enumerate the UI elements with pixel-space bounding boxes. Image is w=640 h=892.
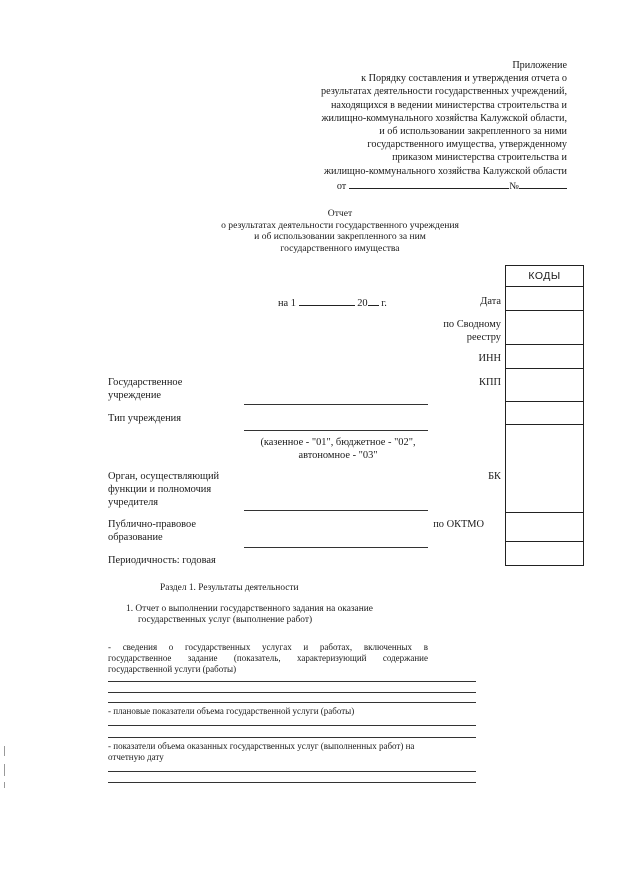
scan-mark: [4, 746, 5, 756]
bullet1-line[interactable]: [108, 702, 476, 703]
label-line: функции и полномочия: [108, 484, 212, 495]
appendix-line: находящихся в ведении министерства строительства и: [330, 99, 567, 111]
section1-item1: [126, 604, 373, 626]
scan-mark: [4, 764, 5, 776]
date-suffix: г.: [381, 298, 387, 309]
periodicity-label: Периодичность: годовая: [108, 555, 216, 566]
section1-bullet3: [108, 741, 414, 763]
label-line: Публично-правовое: [108, 519, 196, 530]
code-cell-periodicity[interactable]: [506, 541, 583, 565]
bullet2-line[interactable]: [108, 737, 476, 738]
section1-heading: Раздел 1. Результаты деятельности: [160, 583, 299, 593]
label-bk: БК: [488, 471, 501, 482]
appendix-line: результатах деятельности государственных учреждений,: [320, 86, 567, 98]
year-blank[interactable]: [368, 295, 379, 306]
institution-field-line[interactable]: [244, 404, 428, 405]
appendix-line: приказом министерства строительства и: [392, 152, 567, 164]
label-line: учреждение: [108, 390, 162, 401]
label-line: Орган, осуществляющий: [108, 471, 220, 482]
bullet-line: - сведения о государственных услугах и работах, включенных в: [108, 642, 428, 652]
item-line: 1. Отчет о выполнении государственного задания на оказание: [126, 604, 373, 614]
bullet2-line[interactable]: [108, 725, 476, 726]
number-blank[interactable]: [519, 178, 567, 189]
code-cell-inn[interactable]: [506, 344, 583, 368]
section1-bullet1: [108, 642, 428, 676]
title-line: о результатах деятельности государственного учреждения: [221, 219, 459, 231]
appendix-block: [321, 59, 567, 193]
report-title: [195, 208, 485, 254]
scan-mark: [4, 782, 5, 788]
appendix-line: Приложение: [512, 60, 567, 71]
appendix-line: жилищно-коммунального хозяйства Калужской области,: [321, 112, 567, 124]
number-label: №: [509, 180, 519, 192]
founder-label: [108, 470, 219, 509]
title-line: и об использовании закрепленного за ним: [254, 231, 426, 243]
year-prefix: 20: [357, 298, 368, 309]
item-line: государственных услуг (выполнение работ): [138, 615, 313, 626]
bullet-line: государственной услуги (работы): [108, 664, 237, 675]
public-entity-field-line[interactable]: [244, 547, 428, 548]
label-kpp: КПП: [479, 377, 501, 388]
appendix-line: и об использовании закрепленного за ними: [379, 126, 567, 138]
public-entity-label: [108, 518, 196, 544]
bullet-line: отчетную дату: [108, 752, 164, 763]
appendix-date-number: [321, 178, 567, 193]
label-inn: ИНН: [478, 353, 501, 364]
label-oktmo: по ОКТМО: [433, 519, 484, 530]
title-line: государственного имущества: [280, 242, 400, 254]
code-cell-kpp[interactable]: [506, 368, 583, 401]
bullet1-line[interactable]: [108, 681, 476, 682]
from-label: от: [336, 180, 347, 192]
code-cell-date[interactable]: [506, 286, 583, 310]
bullet3-line[interactable]: [108, 771, 476, 772]
codes-table: [505, 265, 584, 566]
date-blank[interactable]: [349, 178, 509, 189]
code-cell-bk[interactable]: [506, 424, 583, 512]
bullet-line: государственное задание (показатель, характеризующий содержание: [108, 653, 428, 664]
day-month-blank[interactable]: [299, 295, 355, 306]
code-cell-svodny-reestr[interactable]: [506, 310, 583, 344]
type-field-line[interactable]: [244, 430, 428, 431]
label-line: учредителя: [108, 497, 159, 508]
appendix-line: государственного имущества, утвержденному: [367, 139, 567, 151]
title-line: Отчет: [327, 208, 353, 219]
code-cell-type[interactable]: [506, 401, 583, 424]
label-line: образование: [108, 532, 163, 543]
bullet-line: - показатели объема оказанных государственных услуг (выполненных работ) на: [108, 741, 415, 751]
label-line: по Сводному: [443, 319, 501, 330]
appendix-line: к Порядку составления и утверждения отчета о: [361, 73, 567, 85]
bullet1-line[interactable]: [108, 692, 476, 693]
date-prefix: на 1: [278, 298, 296, 309]
founder-field-line[interactable]: [244, 510, 428, 511]
hint-line: автономное - "03": [298, 450, 378, 461]
section1-bullet2: - плановые показатели объема государственной услуги (работы): [108, 706, 355, 716]
type-label: Тип учреждения: [108, 413, 182, 424]
codes-header: КОДЫ: [528, 270, 561, 282]
type-hint: [248, 436, 428, 462]
label-svodny-reestr: [443, 318, 501, 344]
appendix-line: жилищно-коммунального хозяйства Калужской области: [324, 165, 567, 177]
label-date: Дата: [480, 296, 501, 307]
institution-label: [108, 376, 182, 402]
hint-line: (казенное - "01", бюджетное - "02",: [260, 437, 416, 448]
code-cell-oktmo[interactable]: [506, 512, 583, 541]
label-line: Государственное: [108, 377, 183, 388]
report-date-line: [278, 295, 387, 310]
bullet3-line[interactable]: [108, 782, 476, 783]
label-line: реестру: [466, 332, 501, 343]
